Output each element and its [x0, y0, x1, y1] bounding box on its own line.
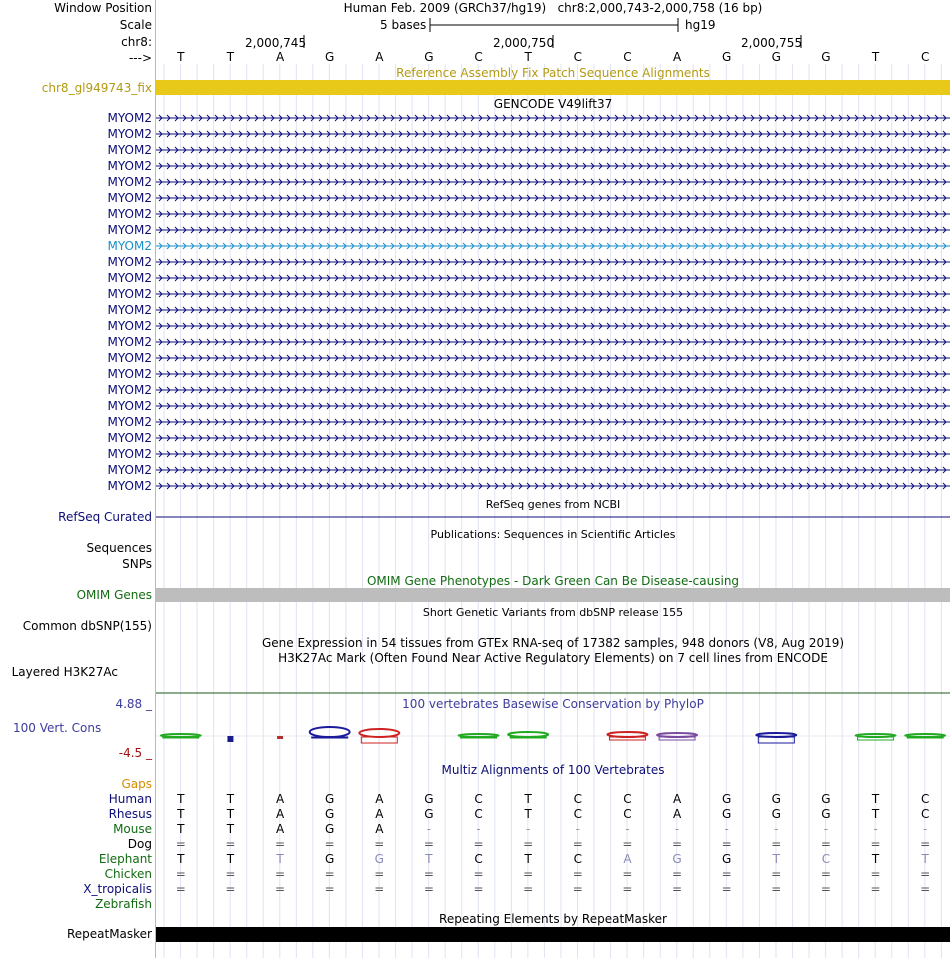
multiz-species-label[interactable]: Dog	[127, 837, 152, 851]
multiz-base: =	[622, 837, 633, 851]
multiz-base: T	[871, 852, 880, 866]
multiz-base: =	[473, 867, 484, 881]
reference-base: C	[920, 50, 930, 64]
browser-title: Human Feb. 2009 (GRCh37/hg19) chr8:2,000,743-2,000,758 (16 bp)	[343, 1, 763, 15]
multiz-base: T	[276, 852, 284, 866]
multiz-base: T	[524, 852, 532, 866]
multiz-base: A	[275, 807, 285, 821]
multiz-base: =	[374, 882, 385, 896]
gencode-gene-label[interactable]: MYOM2	[107, 191, 152, 205]
multiz-base: T	[772, 852, 780, 866]
gencode-gene-label[interactable]: MYOM2	[107, 479, 152, 493]
multiz-base: =	[820, 882, 831, 896]
gencode-gene-label[interactable]: MYOM2	[107, 351, 152, 365]
multiz-base: =	[870, 882, 881, 896]
multiz-base: =	[771, 837, 782, 851]
reference-base: T	[871, 50, 880, 64]
multiz-base: C	[573, 792, 582, 806]
multiz-base: -	[774, 822, 779, 836]
multiz-species-label[interactable]: X_tropicalis	[83, 882, 152, 896]
multiz-base: G	[325, 852, 335, 866]
multiz-base: T	[226, 792, 235, 806]
publications-sequences-label[interactable]: Sequences	[86, 541, 152, 555]
reference-base: A	[375, 50, 384, 64]
multiz-base: =	[175, 837, 186, 851]
multiz-base: =	[771, 867, 782, 881]
multiz-base: =	[275, 867, 286, 881]
multiz-base: =	[622, 867, 633, 881]
multiz-base: =	[672, 867, 683, 881]
multiz-base: =	[870, 867, 881, 881]
conservation-title[interactable]: 100 vertebrates Basewise Conservation by PhyloP	[402, 697, 704, 711]
dbsnp-title[interactable]: Short Genetic Variants from dbSNP release 155	[422, 606, 684, 619]
multiz-base: G	[722, 852, 732, 866]
chrom-label: chr8:	[121, 35, 152, 49]
conservation-glyph	[312, 737, 348, 738]
multiz-base: T	[871, 807, 880, 821]
strand-label: --->	[128, 51, 152, 65]
gencode-gene-label[interactable]: MYOM2	[107, 319, 152, 333]
conservation-ymax: 4.88 _	[115, 697, 152, 711]
omim-title[interactable]: OMIM Gene Phenotypes - Dark Green Can Be Disease-causing	[366, 574, 740, 588]
gencode-gene-label[interactable]: MYOM2	[107, 159, 152, 173]
multiz-base: =	[225, 867, 236, 881]
gencode-gene-label[interactable]: MYOM2	[107, 367, 152, 381]
reference-base: A	[275, 50, 285, 64]
multiz-base: =	[523, 882, 534, 896]
multiz-species-label[interactable]: Chicken	[104, 867, 152, 881]
gencode-gene-label[interactable]: MYOM2	[107, 463, 152, 477]
reference-base: G	[424, 50, 434, 64]
multiz-base: =	[523, 867, 534, 881]
multiz-base: C	[573, 807, 582, 821]
multiz-base: =	[175, 867, 186, 881]
multiz-base: =	[275, 882, 286, 896]
multiz-base: T	[524, 807, 532, 821]
conservation-label[interactable]: 100 Vert. Cons	[13, 721, 102, 735]
multiz-base: -	[575, 822, 580, 836]
multiz-base: T	[177, 822, 185, 836]
conservation-glyph	[461, 737, 497, 738]
multiz-base: =	[175, 882, 186, 896]
refseq-label[interactable]: RefSeq Curated	[58, 510, 152, 524]
multiz-base: =	[225, 837, 236, 851]
multiz-base: G	[771, 807, 781, 821]
reference-base: A	[672, 50, 682, 64]
multiz-base: T	[524, 792, 532, 806]
multiz-base: G	[821, 807, 831, 821]
fix-patch-bar	[156, 80, 950, 95]
multiz-base: -	[476, 822, 481, 836]
multiz-base: G	[722, 792, 732, 806]
multiz-title[interactable]: Multiz Alignments of 100 Vertebrates	[441, 763, 665, 777]
multiz-base: =	[820, 837, 831, 851]
multiz-base: =	[870, 837, 881, 851]
multiz-base: C	[920, 792, 930, 806]
fix-patch-title[interactable]: Reference Assembly Fix Patch Sequence Alignments	[396, 66, 710, 80]
multiz-base: G	[325, 822, 335, 836]
multiz-base: C	[474, 852, 483, 866]
multiz-base: T	[177, 852, 185, 866]
multiz-base: =	[473, 882, 484, 896]
multiz-species-label[interactable]: Elephant	[98, 852, 152, 866]
gaps-label[interactable]: Gaps	[121, 777, 152, 791]
reference-base: G	[771, 50, 781, 64]
multiz-base: T	[226, 822, 235, 836]
conservation-glyph	[163, 737, 199, 738]
gencode-gene-lines[interactable]	[156, 115, 950, 489]
multiz-base: T	[177, 792, 185, 806]
multiz-base: =	[324, 837, 335, 851]
gencode-gene-label[interactable]: MYOM2	[107, 287, 152, 301]
h3k27ac-title[interactable]: H3K27Ac Mark (Often Found Near Active Regulatory Elements) on 7 cell lines from ENCODE	[278, 651, 828, 665]
tick-label: 2,000,745	[245, 36, 307, 50]
multiz-base: C	[573, 852, 582, 866]
reference-base: T	[226, 50, 235, 64]
multiz-species-label[interactable]: Human	[108, 792, 152, 806]
multiz-base: C	[474, 807, 483, 821]
multiz-base: G	[672, 852, 682, 866]
gencode-gene-label[interactable]: MYOM2	[107, 447, 152, 461]
multiz-base: =	[572, 882, 583, 896]
multiz-base: =	[324, 882, 335, 896]
scale-text: 5 bases	[380, 18, 427, 32]
multiz-base: =	[721, 867, 732, 881]
multiz-base: =	[771, 882, 782, 896]
multiz-base: G	[424, 807, 434, 821]
multiz-base: G	[374, 852, 384, 866]
multiz-base: =	[423, 837, 434, 851]
multiz-base: =	[423, 867, 434, 881]
multiz-base: A	[275, 822, 285, 836]
multiz-base: G	[821, 792, 831, 806]
multiz-base: -	[426, 822, 432, 836]
multiz-base: =	[374, 837, 385, 851]
multiz-base: A	[375, 807, 384, 821]
multiz-base: C	[821, 852, 831, 866]
omim-bar	[156, 588, 950, 602]
multiz-base: -	[823, 822, 829, 836]
multiz-base: C	[623, 792, 632, 806]
multiz-base: T	[226, 807, 235, 821]
multiz-base: =	[920, 837, 931, 851]
publications-title[interactable]: Publications: Sequences in Scientific Articles	[430, 528, 676, 541]
multiz-base: C	[623, 807, 632, 821]
multiz-base: -	[724, 822, 729, 836]
omim-label[interactable]: OMIM Genes	[76, 588, 152, 602]
multiz-base: T	[177, 807, 185, 821]
gencode-gene-label[interactable]: MYOM2	[107, 271, 152, 285]
tick-label: 2,000,750	[493, 36, 555, 50]
reference-base: G	[722, 50, 732, 64]
repeatmasker-label[interactable]: RepeatMasker	[66, 927, 152, 941]
gencode-gene-label[interactable]: MYOM2	[107, 383, 152, 397]
multiz-base: =	[572, 837, 583, 851]
left-boundary-line	[155, 0, 156, 958]
gencode-gene-label[interactable]: MYOM2	[107, 239, 152, 253]
multiz-base: -	[674, 822, 680, 836]
multiz-base: A	[375, 792, 384, 806]
multiz-base: G	[325, 792, 335, 806]
repeatmasker-bar	[156, 927, 950, 942]
reference-base: C	[573, 50, 582, 64]
multiz-base: G	[771, 792, 781, 806]
multiz-base: =	[820, 867, 831, 881]
multiz-base: =	[324, 867, 335, 881]
multiz-base: =	[225, 882, 236, 896]
multiz-species-label[interactable]: Rhesus	[108, 807, 152, 821]
multiz-base: -	[625, 822, 630, 836]
multiz-base: =	[572, 867, 583, 881]
gencode-title[interactable]: GENCODE V49lift37	[493, 97, 613, 111]
multiz-base: A	[672, 807, 682, 821]
reference-base: T	[177, 50, 185, 64]
multiz-base: =	[275, 837, 286, 851]
multiz-base: G	[325, 807, 335, 821]
gencode-gene-label[interactable]: MYOM2	[107, 415, 152, 429]
multiz-base: T	[226, 852, 235, 866]
multiz-base: A	[672, 792, 682, 806]
tick-label: 2,000,755	[741, 36, 803, 50]
conservation-glyphs	[161, 727, 945, 743]
multiz-base: A	[375, 822, 384, 836]
multiz-base: =	[523, 837, 534, 851]
reference-base: C	[474, 50, 483, 64]
reference-base: T	[524, 50, 532, 64]
gtex-title[interactable]: Gene Expression in 54 tissues from GTEx RNA-seq of 17382 samples, 948 donors (V8, Aug 2019)	[261, 636, 845, 650]
conservation-glyph	[907, 737, 943, 738]
gencode-gene-label[interactable]: MYOM2	[107, 143, 152, 157]
conservation-glyph	[510, 737, 546, 738]
gencode-gene-label[interactable]: MYOM2	[107, 431, 152, 445]
multiz-base: =	[672, 882, 683, 896]
multiz-base: C	[474, 792, 483, 806]
multiz-base: T	[425, 852, 433, 866]
multiz-base: C	[920, 807, 930, 821]
multiz-base: =	[374, 867, 385, 881]
multiz-base: -	[923, 822, 928, 836]
multiz-base: =	[622, 882, 633, 896]
multiz-base: =	[920, 882, 931, 896]
gencode-gene-label[interactable]: MYOM2	[107, 399, 152, 413]
gencode-gene-label[interactable]: MYOM2	[107, 255, 152, 269]
conservation-glyph	[227, 736, 233, 742]
reference-base: C	[623, 50, 632, 64]
multiz-base: =	[920, 867, 931, 881]
gencode-gene-label[interactable]: MYOM2	[107, 207, 152, 221]
fix-patch-label[interactable]: chr8_gl949743_fix	[41, 81, 152, 95]
assembly-label: hg19	[685, 18, 716, 32]
gencode-gene-label[interactable]: MYOM2	[107, 175, 152, 189]
refseq-title[interactable]: RefSeq genes from NCBI	[485, 498, 621, 511]
multiz-base: T	[921, 852, 929, 866]
multiz-base: -	[526, 822, 531, 836]
window-position-label: Window Position	[54, 1, 152, 15]
multiz-base: G	[424, 792, 434, 806]
multiz-base: =	[721, 882, 732, 896]
gencode-gene-label[interactable]: MYOM2	[107, 111, 152, 125]
multiz-base: =	[721, 837, 732, 851]
multiz-base: G	[722, 807, 732, 821]
conservation-ymin: -4.5 _	[118, 746, 152, 760]
multiz-base: =	[672, 837, 683, 851]
reference-base: G	[821, 50, 831, 64]
multiz-species-label[interactable]: Zebrafish	[95, 897, 152, 911]
h3k27ac-label[interactable]: Layered H3K27Ac	[11, 665, 118, 679]
scale-label: Scale	[119, 18, 152, 32]
multiz-base: T	[871, 792, 880, 806]
multiz-base: A	[275, 792, 285, 806]
multiz-base: =	[423, 882, 434, 896]
dbsnp-label[interactable]: Common dbSNP(155)	[22, 619, 152, 633]
gencode-gene-label[interactable]: MYOM2	[107, 223, 152, 237]
gencode-gene-label[interactable]: MYOM2	[107, 335, 152, 349]
gencode-gene-label[interactable]: MYOM2	[107, 127, 152, 141]
conservation-glyph	[277, 736, 283, 739]
publications-snps-label[interactable]: SNPs	[122, 557, 152, 571]
reference-base: G	[325, 50, 335, 64]
gencode-gene-label[interactable]: MYOM2	[107, 303, 152, 317]
multiz-species-label[interactable]: Mouse	[113, 822, 152, 836]
multiz-base: A	[623, 852, 632, 866]
repeatmasker-title[interactable]: Repeating Elements by RepeatMasker	[439, 912, 667, 926]
multiz-base: -	[873, 822, 878, 836]
multiz-base: =	[473, 837, 484, 851]
